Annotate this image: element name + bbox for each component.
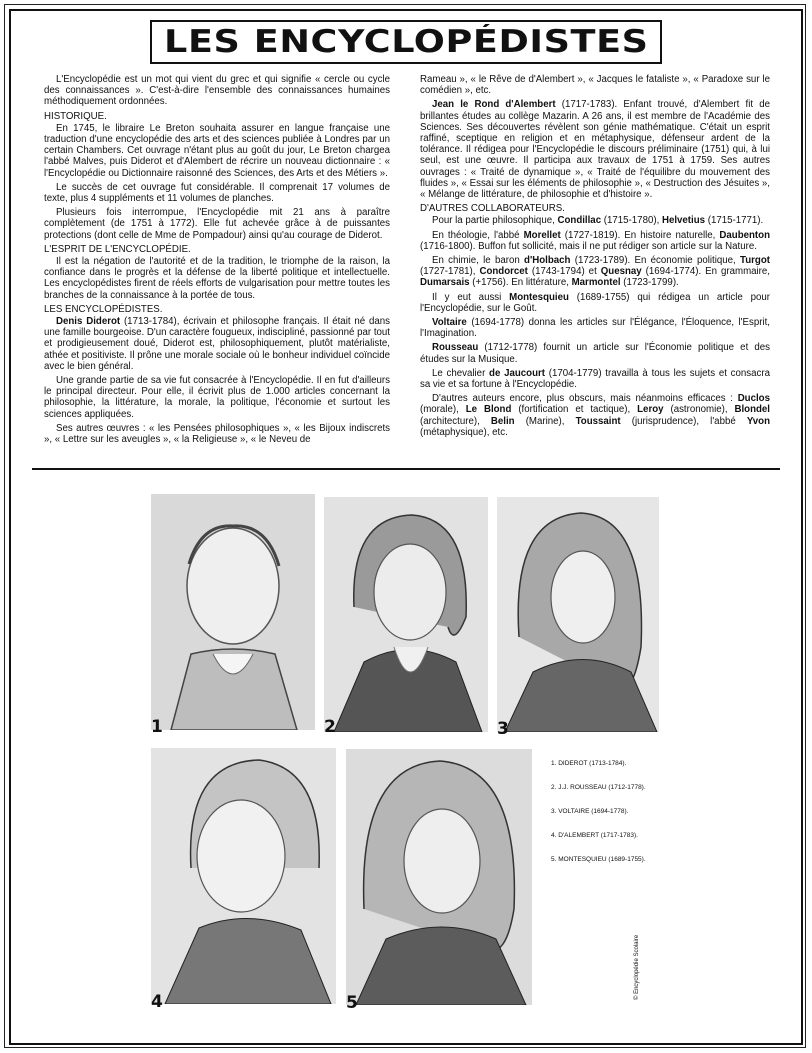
heading-historique: HISTORIQUE. (44, 110, 107, 122)
montesquieu-paragraph: Il y eut aussi Montesquieu (1689-1755) qui rédigea un article pour l'Encyclopédie, sur le Goût. (420, 291, 770, 314)
title-box (150, 20, 662, 64)
historique-paragraph-3: Plusieurs fois interrompue, l'Encyclopédie mit 21 ans à paraître complètement (de 1751 à 1772). Elle fut achevée grâce à de puissantes protections (dont celle de Mme de Pompadour) ainsi qu'au courage de Diderot. (44, 207, 390, 241)
section-divider (32, 468, 780, 470)
diderot-paragraph-1: Denis Diderot (1713-1784), écrivain et philosophe français. Il était né dans une famille bourgeoise. D'un caractère fougueux, indiscipliné, passionné par tout et prodigieusement doué, Diderot est, philosophiquement, plutôt matérialiste, athée et positiviste. Il prône une morale sociale où le bonheur individuel coïncide avec le bien général. (44, 316, 390, 372)
portrait-number-4: 4 (151, 992, 163, 1012)
portrait-voltaire (497, 497, 659, 732)
theologie-paragraph: En théologie, l'abbé Morellet (1727-1819). En histoire naturelle, Daubenton (1716-1800). Buffon fut sollicité, mais il ne put rédiger son article sur la Nature. (420, 229, 770, 252)
jaucourt-paragraph: Le chevalier de Jaucourt (1704-1779) travailla à tous les sujets et consacra sa vie et sa fortune à l'Encyclopédie. (420, 367, 770, 391)
portrait-number-2: 2 (324, 717, 336, 737)
text-column-left (44, 74, 390, 448)
philo-paragraph: Pour la partie philosophique, Condillac (1715-1780), Helvetius (1715-1771). (432, 215, 764, 227)
autres-auteurs-paragraph: D'autres auteurs encore, plus obscurs, mais néanmoins efficaces : Duclos (morale), Le Blond (fortification et tactique), Leroy (astronomie), Blondel (architecture), Belin (Marine), Toussaint (jurisprudence), l'abbé Yvon (métaphysique), etc. (420, 393, 771, 438)
voltaire-paragraph: Voltaire (1694-1778) donna les articles sur l'Élégance, l'Éloquence, l'Esprit, l'Imagination. (420, 317, 770, 340)
continuation-paragraph: Rameau », « le Rêve de d'Alembert », « Jacques le fataliste », « Paradoxe sur le comédien », etc. (420, 74, 770, 97)
diderot-paragraph-2: Une grande partie de sa vie fut consacrée à l'Encyclopédie. Il en fut d'ailleurs le principal directeur. Pour elle, il écrivit plus de 1.000 articles concernant la philosophie, la littérature, la morale, la politique, l'économie et surtout les sciences appliquées. (44, 375, 390, 420)
portrait-number-5: 5 (346, 993, 358, 1013)
heading-encyclopedistes: LES ENCYCLOPÉDISTES. (44, 303, 163, 315)
text-column-right (420, 74, 770, 441)
portrait-number-1: 1 (151, 717, 163, 737)
portrait-montesquieu-image (346, 749, 532, 1005)
dalembert-paragraph: Jean le Rond d'Alembert (1717-1783). Enfant trouvé, d'Alembert fit de brillantes études au collège Mazarin. A 26 ans, il est membre de l'Académie des Sciences. Ses découvertes révèlent son génie mathématique. C'était un esprit raffiné, sceptique en religion et en métaphysique, défenseur ardent de la tolérance. Il rédigea pour l'Encyclopédie le discours préliminaire (1751) qui, à lui seul, est une œuvre. Il participa aux travaux de 1751 à 1759. Ses autres ouvrages : « Traité de dynamique », « Traité de l'équilibre du mouvement des fluides », « Essai sur les éléments de philosophie », « Destruction des Jésuites », « Mélange de littérature, de philosophie et d'histoire ». (420, 99, 770, 201)
caption-1: 1. DIDEROT (1713-1784). (551, 760, 627, 767)
diderot-name: Denis Diderot (56, 316, 121, 328)
chimie-paragraph: En chimie, le baron d'Holbach (1723-1789). En économie politique, Turgot (1727-1781), Condorcet (1743-1794) et Quesnay (1694-1774). En grammaire, Dumarsais (+1756). En littérature, Marmontel (1723-1799). (420, 255, 770, 289)
portrait-voltaire-image (497, 497, 659, 732)
portrait-rousseau (324, 497, 488, 732)
portrait-diderot (151, 494, 315, 730)
caption-4: 4. D'ALEMBERT (1717-1783). (551, 832, 638, 839)
rousseau-paragraph: Rousseau (1712-1778) fournit un article sur l'Économie politique et des études sur la Musique. (420, 342, 770, 365)
portrait-montesquieu (346, 749, 532, 1005)
historique-paragraph-2: Le succès de cet ouvrage fut considérable. Il comprenait 17 volumes de texte, plus 4 suppléments et 11 volumes de planches. (44, 181, 390, 205)
esprit-paragraph: Il est la négation de l'autorité et de la tradition, le triomphe de la raison, la confiance dans le progrès et la défense de la liberté politique et intellectuelle. Les encyclopédistes firent de réels efforts de vulgarisation pour mettre toutes les branches de la connaissance à la portée de tous. (44, 256, 390, 301)
portrait-number-3: 3 (497, 719, 509, 739)
portrait-rousseau-image (324, 497, 488, 732)
copyright-notice: © Encyclopédie Scolaire (634, 934, 640, 1000)
historique-paragraph-1: En 1745, le libraire Le Breton souhaita assurer en langue française une traduction d'une encyclopédie des arts et des sciences publiée à Londres par un certain Chambers. Cet ouvrage n'étant plus au goût du jour, Le Breton chargea l'abbé Malves, puis Diderot et d'Alembert de récrire un nouveau dictionnaire : « l'Encyclopédie ou Dictionnaire raisonné des Sciences, des Arts et des Métiers ». (44, 122, 390, 179)
caption-3: 3. VOLTAIRE (1694-1778). (551, 808, 629, 815)
portrait-dalembert-image (151, 748, 336, 1004)
heading-autres-collaborateurs: D'AUTRES COLLABORATEURS. (420, 203, 565, 215)
portrait-captions (551, 760, 646, 880)
caption-2: 2. J.J. ROUSSEAU (1712-1778). (551, 784, 646, 791)
diderot-paragraph-3: Ses autres œuvres : « les Pensées philosophiques », « les Bijoux indiscrets », « Lettre sur les aveugles », « la Religieuse », « le Neveu de (44, 422, 390, 446)
portrait-dalembert (151, 748, 336, 1004)
portrait-diderot-image (151, 494, 315, 730)
heading-esprit: L'ESPRIT DE L'ENCYCLOPÉDIE. (44, 243, 191, 255)
page-title: LES ENCYCLOPÉDISTES (163, 24, 649, 60)
caption-5: 5. MONTESQUIEU (1689-1755). (551, 856, 646, 863)
intro-paragraph: L'Encyclopédie est un mot qui vient du grec et qui signifie « cercle ou cycle des connaissances ». C'est-à-dire l'ensemble des connaissances humaines méthodiquement ordonnées. (44, 74, 390, 108)
dalembert-name: Jean le Rond d'Alembert (432, 99, 556, 111)
